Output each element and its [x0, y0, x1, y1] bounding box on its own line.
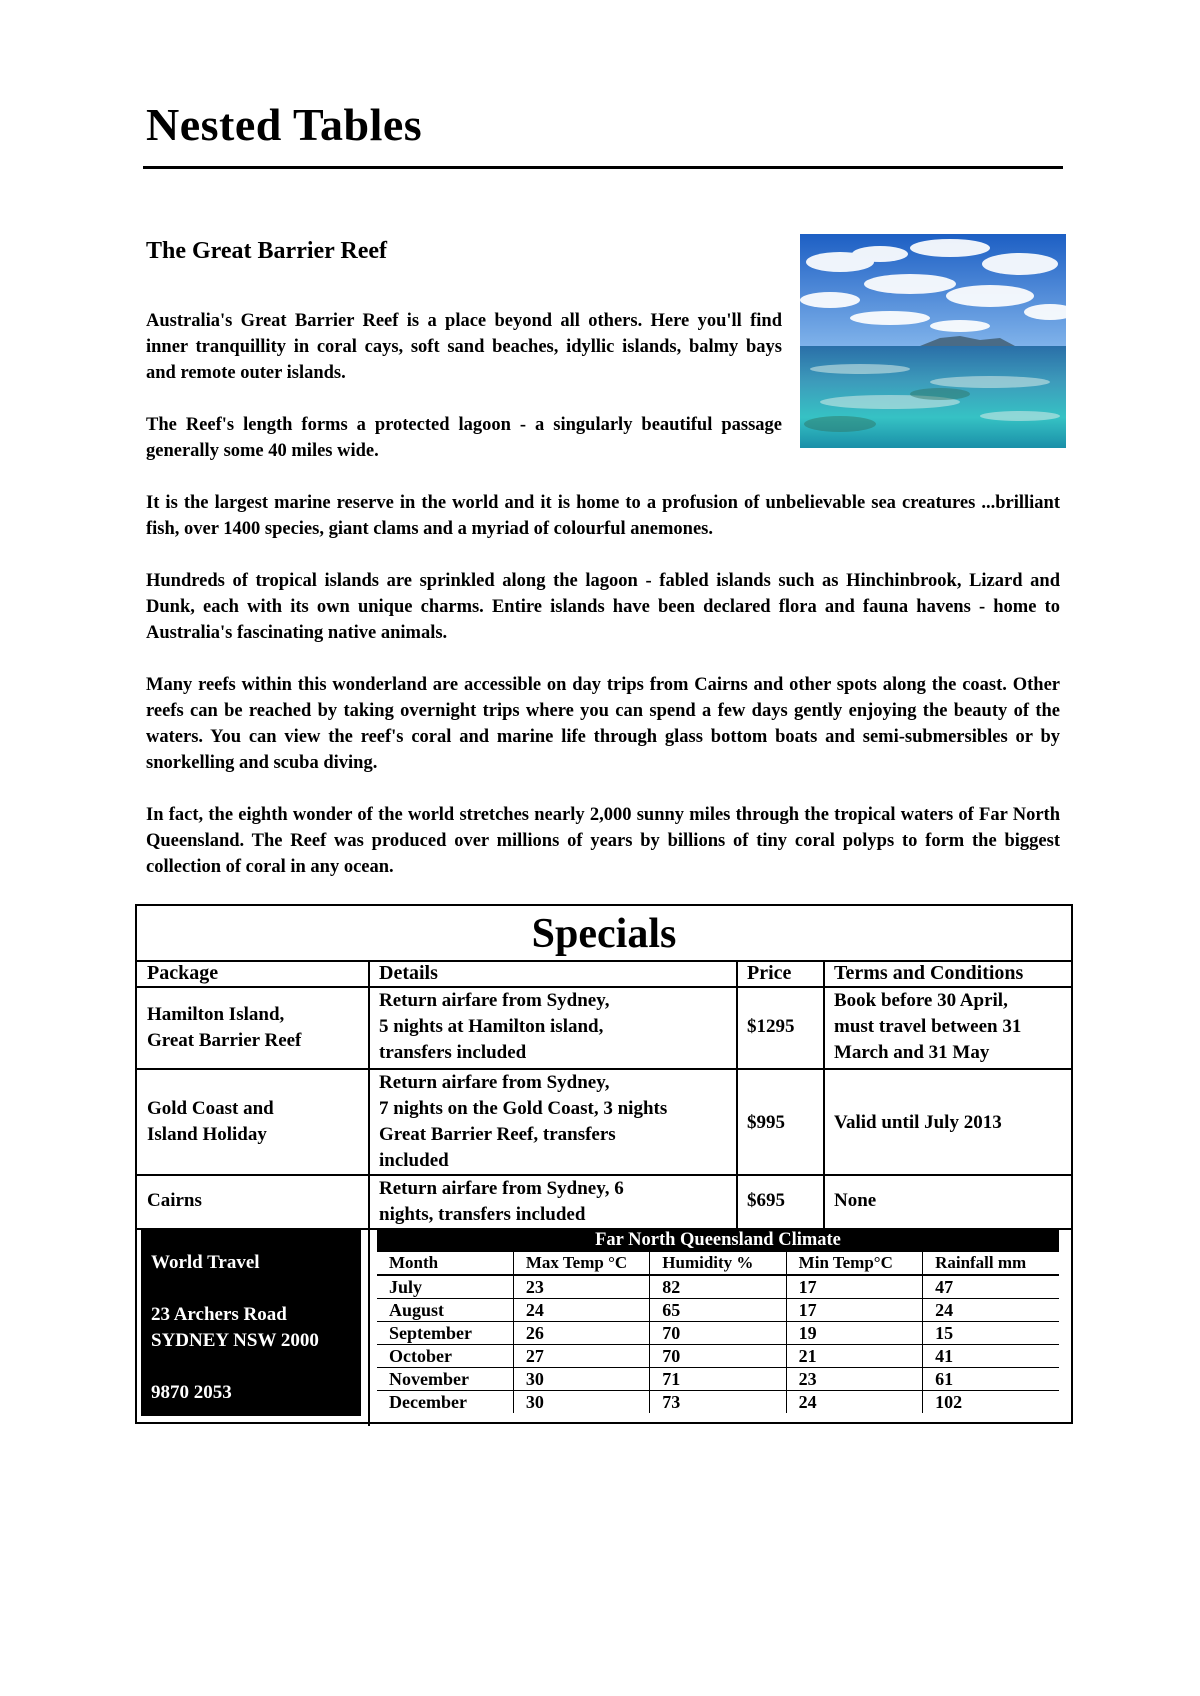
paragraph-1: Australia's Great Barrier Reef is a place beyond all others. Here you'll find inner tranquillity in coral cays, soft sand beaches, idyllic islands, balmy bays and remote outer islands.	[146, 311, 782, 383]
climate-humidity: 65	[650, 1299, 786, 1322]
climate-row	[377, 1275, 1059, 1299]
details-line: Return airfare from Sydney,	[379, 990, 610, 1011]
package-terms	[834, 988, 1021, 1066]
terms-line: Book before 30 April,	[834, 990, 1008, 1011]
paragraph-2: The Reef's length forms a protected lagoon - a singularly beautiful passage generally some 40 miles wide.	[146, 415, 782, 461]
climate-month: December	[389, 1392, 467, 1412]
specials-column-divider	[368, 960, 370, 1426]
package-details	[379, 988, 609, 1066]
package-price: $695	[747, 1190, 785, 1211]
climate-max-temp: 30	[513, 1391, 649, 1414]
paragraph-5: Many reefs within this wonderland are accessible on day trips from Cairns and other spots along the coast. Other reefs can be reached by taking overnight trips where you can spend a few days gently enjoying the beauty of the waters. You can view the reef's coral and marine life through glass bottom boats and semi-submersibles or by snorkelling and scuba diving.	[146, 675, 1060, 773]
climate-month: November	[377, 1368, 513, 1391]
agency-street: 23 Archers Road	[151, 1304, 287, 1325]
details-line: transfers included	[379, 1042, 527, 1063]
climate-grid	[377, 1252, 1059, 1413]
climate-month: September	[377, 1322, 513, 1345]
package-name-line: Hamilton Island,	[147, 1004, 285, 1025]
climate-rainfall: 24	[923, 1299, 1059, 1322]
climate-row	[377, 1345, 1059, 1368]
climate-table	[377, 1228, 1059, 1413]
climate-row	[377, 1391, 1059, 1414]
package-name-line: Gold Coast and	[147, 1098, 274, 1119]
package-details	[379, 1176, 624, 1228]
climate-header-month: Month	[377, 1252, 513, 1275]
details-line: nights, transfers included	[379, 1204, 586, 1225]
climate-max-temp: 27	[513, 1345, 649, 1368]
climate-row	[377, 1368, 1059, 1391]
agency-name: World Travel	[151, 1252, 260, 1273]
climate-rainfall: 41	[923, 1345, 1059, 1368]
terms-line: None	[834, 1190, 877, 1211]
header-details: Details	[379, 962, 438, 984]
package-name-line: Cairns	[147, 1190, 202, 1211]
climate-header-humidity: Humidity %	[650, 1252, 786, 1275]
details-line: Great Barrier Reef, transfers	[379, 1124, 616, 1145]
climate-rainfall: 15	[923, 1322, 1059, 1345]
terms-line: March and 31 May	[834, 1042, 990, 1063]
climate-max-temp: 23	[513, 1275, 649, 1299]
climate-rainfall: 61	[923, 1368, 1059, 1391]
climate-humidity: 70	[650, 1322, 786, 1345]
header-price: Price	[747, 962, 792, 984]
package-name-line: Island Holiday	[147, 1124, 267, 1145]
paragraph-4: Hundreds of tropical islands are sprinkled along the lagoon - fabled islands such as Hinchinbrook, Lizard and Dunk, each with its own unique charms. Entire islands have been declared flora and fauna havens - home to Australia's fascinating native animals.	[146, 571, 1060, 643]
climate-header-min-temp: Min Temp°C	[786, 1252, 922, 1275]
reef-photo	[800, 234, 1066, 448]
climate-row	[377, 1322, 1059, 1345]
details-line: 7 nights on the Gold Coast, 3 nights	[379, 1098, 668, 1119]
climate-min-temp: 23	[786, 1368, 922, 1391]
package-name	[147, 1096, 274, 1148]
climate-min-temp: 24	[786, 1391, 922, 1414]
climate-max-temp: 24	[513, 1299, 649, 1322]
section-heading: The Great Barrier Reef	[146, 238, 388, 264]
climate-min-temp: 19	[786, 1322, 922, 1345]
specials-table	[135, 904, 1073, 1424]
details-line: Return airfare from Sydney, 6	[379, 1178, 624, 1199]
climate-humidity: 73	[650, 1391, 786, 1414]
paragraph-6: In fact, the eighth wonder of the world stretches nearly 2,000 sunny miles through the tropical waters of Far North Queensland. The Reef was produced over millions of years by billions of tiny coral polyps to form the biggest collection of coral in any ocean.	[146, 805, 1060, 877]
climate-rainfall: 102	[923, 1391, 1059, 1414]
specials-title: Specials	[137, 906, 1071, 962]
climate-max-temp: 26	[513, 1322, 649, 1345]
agency-spacer	[151, 1354, 361, 1380]
terms-line: must travel between 31	[834, 1016, 1022, 1037]
agency-spacer	[151, 1276, 361, 1302]
header-package: Package	[147, 962, 219, 984]
climate-min-temp: 21	[786, 1345, 922, 1368]
climate-month: July	[377, 1275, 513, 1299]
document-title: Nested Tables	[146, 99, 423, 150]
details-line: 5 nights at Hamilton island,	[379, 1016, 604, 1037]
climate-humidity: 70	[650, 1345, 786, 1368]
specials-column-divider	[823, 960, 825, 1228]
package-details	[379, 1070, 667, 1174]
details-line: Return airfare from Sydney,	[379, 1072, 610, 1093]
climate-humidity: 82	[650, 1275, 786, 1299]
terms-line: Valid until July 2013	[834, 1112, 1002, 1133]
specials-column-divider	[736, 960, 738, 1228]
package-terms	[834, 1188, 876, 1214]
climate-min-temp: 17	[786, 1275, 922, 1299]
package-name-line: Great Barrier Reef	[147, 1030, 302, 1051]
climate-caption: Far North Queensland Climate	[377, 1228, 1059, 1252]
header-terms: Terms and Conditions	[834, 962, 1024, 984]
paragraph-3: It is the largest marine reserve in the world and it is home to a profusion of unbelievable sea creatures ...brilliant fish, over 1400 species, giant clams and a myriad of colourful anemones.	[146, 493, 1060, 539]
climate-month: October	[377, 1345, 513, 1368]
climate-row	[377, 1299, 1059, 1322]
climate-header-rainfall: Rainfall mm	[923, 1252, 1059, 1275]
agency-city: SYDNEY NSW 2000	[151, 1330, 319, 1351]
climate-min-temp: 17	[786, 1299, 922, 1322]
climate-month: August	[377, 1299, 513, 1322]
climate-header-max-temp: Max Temp °C	[513, 1252, 649, 1275]
package-price: $995	[747, 1112, 785, 1133]
climate-rainfall: 47	[923, 1275, 1059, 1299]
title-underline	[143, 166, 1063, 169]
details-line: included	[379, 1150, 449, 1171]
package-terms	[834, 1110, 1002, 1136]
agency-contact-box	[141, 1230, 361, 1416]
agency-phone: 9870 2053	[151, 1382, 232, 1403]
climate-humidity: 71	[650, 1368, 786, 1391]
package-name	[147, 1188, 202, 1214]
climate-max-temp: 30	[513, 1368, 649, 1391]
package-name	[147, 1002, 301, 1054]
package-price: $1295	[747, 1016, 795, 1037]
